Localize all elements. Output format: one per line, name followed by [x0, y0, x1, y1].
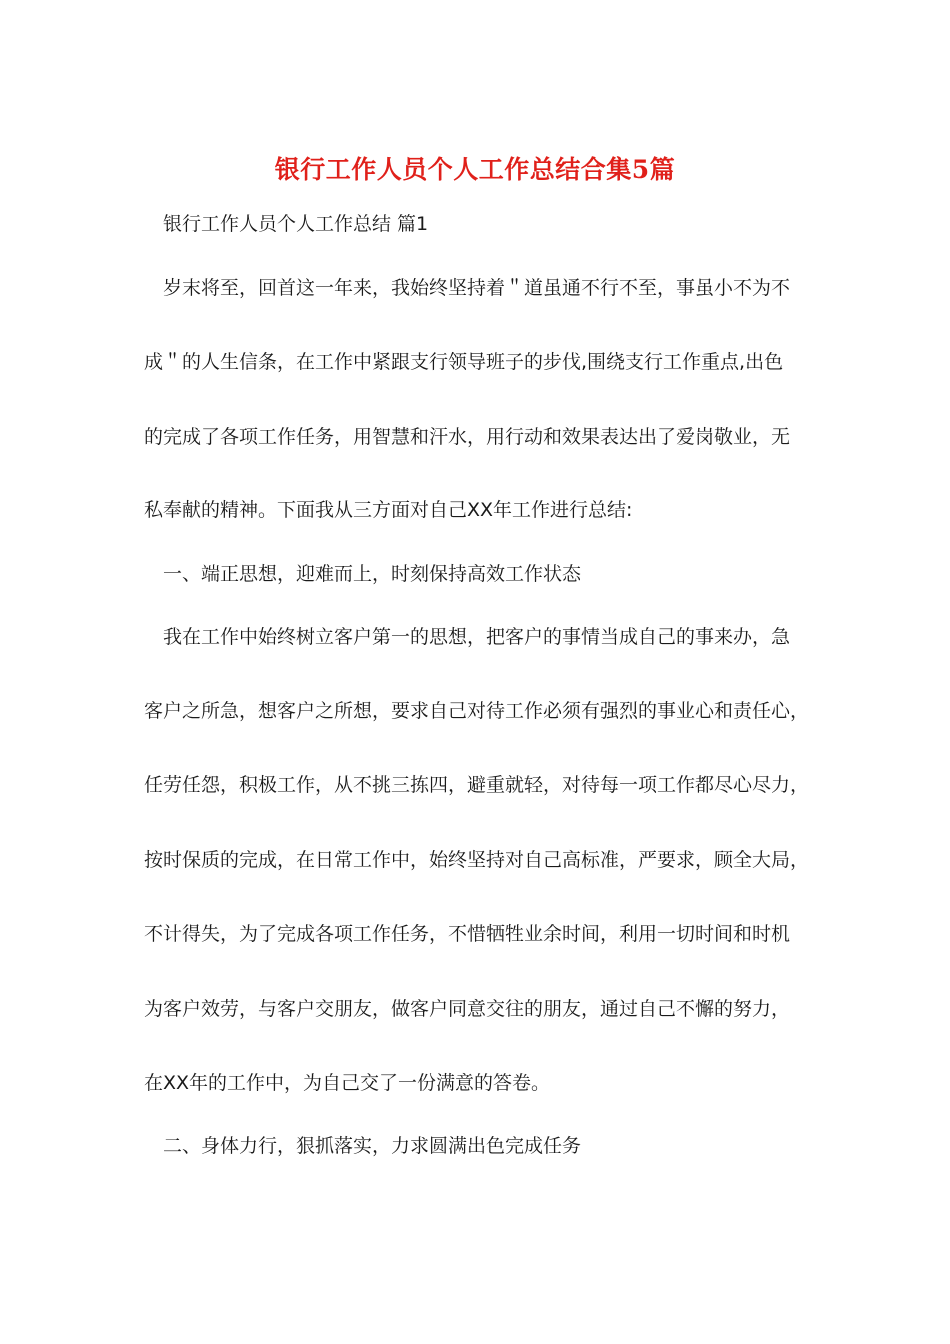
paragraph-line: 私奉献的精神。下面我从三方面对自己XX年工作进行总结: — [144, 499, 633, 521]
section-heading: 一、端正思想，迎难而上，时刻保持高效工作状态 — [163, 563, 582, 585]
section-subtitle: 银行工作人员个人工作总结 篇1 — [163, 213, 429, 235]
document-title: 银行工作人员个人工作总结合集5篇 — [274, 155, 676, 184]
paragraph-line: 成＂的人生信条，在工作中紧跟支行领导班子的步伐,围绕支行工作重点,出色 — [144, 351, 784, 373]
section-heading: 二、身体力行，狠抓落实，力求圆满出色完成任务 — [163, 1135, 582, 1157]
paragraph-line: 为客户效劳，与客户交朋友，做客户同意交往的朋友，通过自己不懈的努力， — [144, 998, 791, 1020]
paragraph-line: 在XX年的工作中，为自己交了一份满意的答卷。 — [144, 1072, 551, 1094]
paragraph-line: 的完成了各项工作任务，用智慧和汗水，用行动和效果表达出了爱岗敬业，无 — [144, 426, 791, 448]
paragraph-line: 岁末将至，回首这一年来，我始终坚持着＂道虽通不行不至，事虽小不为不 — [163, 277, 791, 299]
paragraph-line: 不计得失，为了完成各项工作任务，不惜牺牲业余时间，利用一切时间和时机 — [144, 923, 791, 945]
paragraph-line: 客户之所急，想客户之所想，要求自己对待工作必须有强烈的事业心和责任心， — [144, 700, 810, 722]
paragraph-line: 任劳任怨，积极工作，从不挑三拣四，避重就轻，对待每一项工作都尽心尽力， — [144, 774, 810, 796]
paragraph-line: 按时保质的完成，在日常工作中，始终坚持对自己高标准，严要求，顾全大局， — [144, 849, 810, 871]
paragraph-line: 我在工作中始终树立客户第一的思想，把客户的事情当成自己的事来办，急 — [163, 626, 791, 648]
